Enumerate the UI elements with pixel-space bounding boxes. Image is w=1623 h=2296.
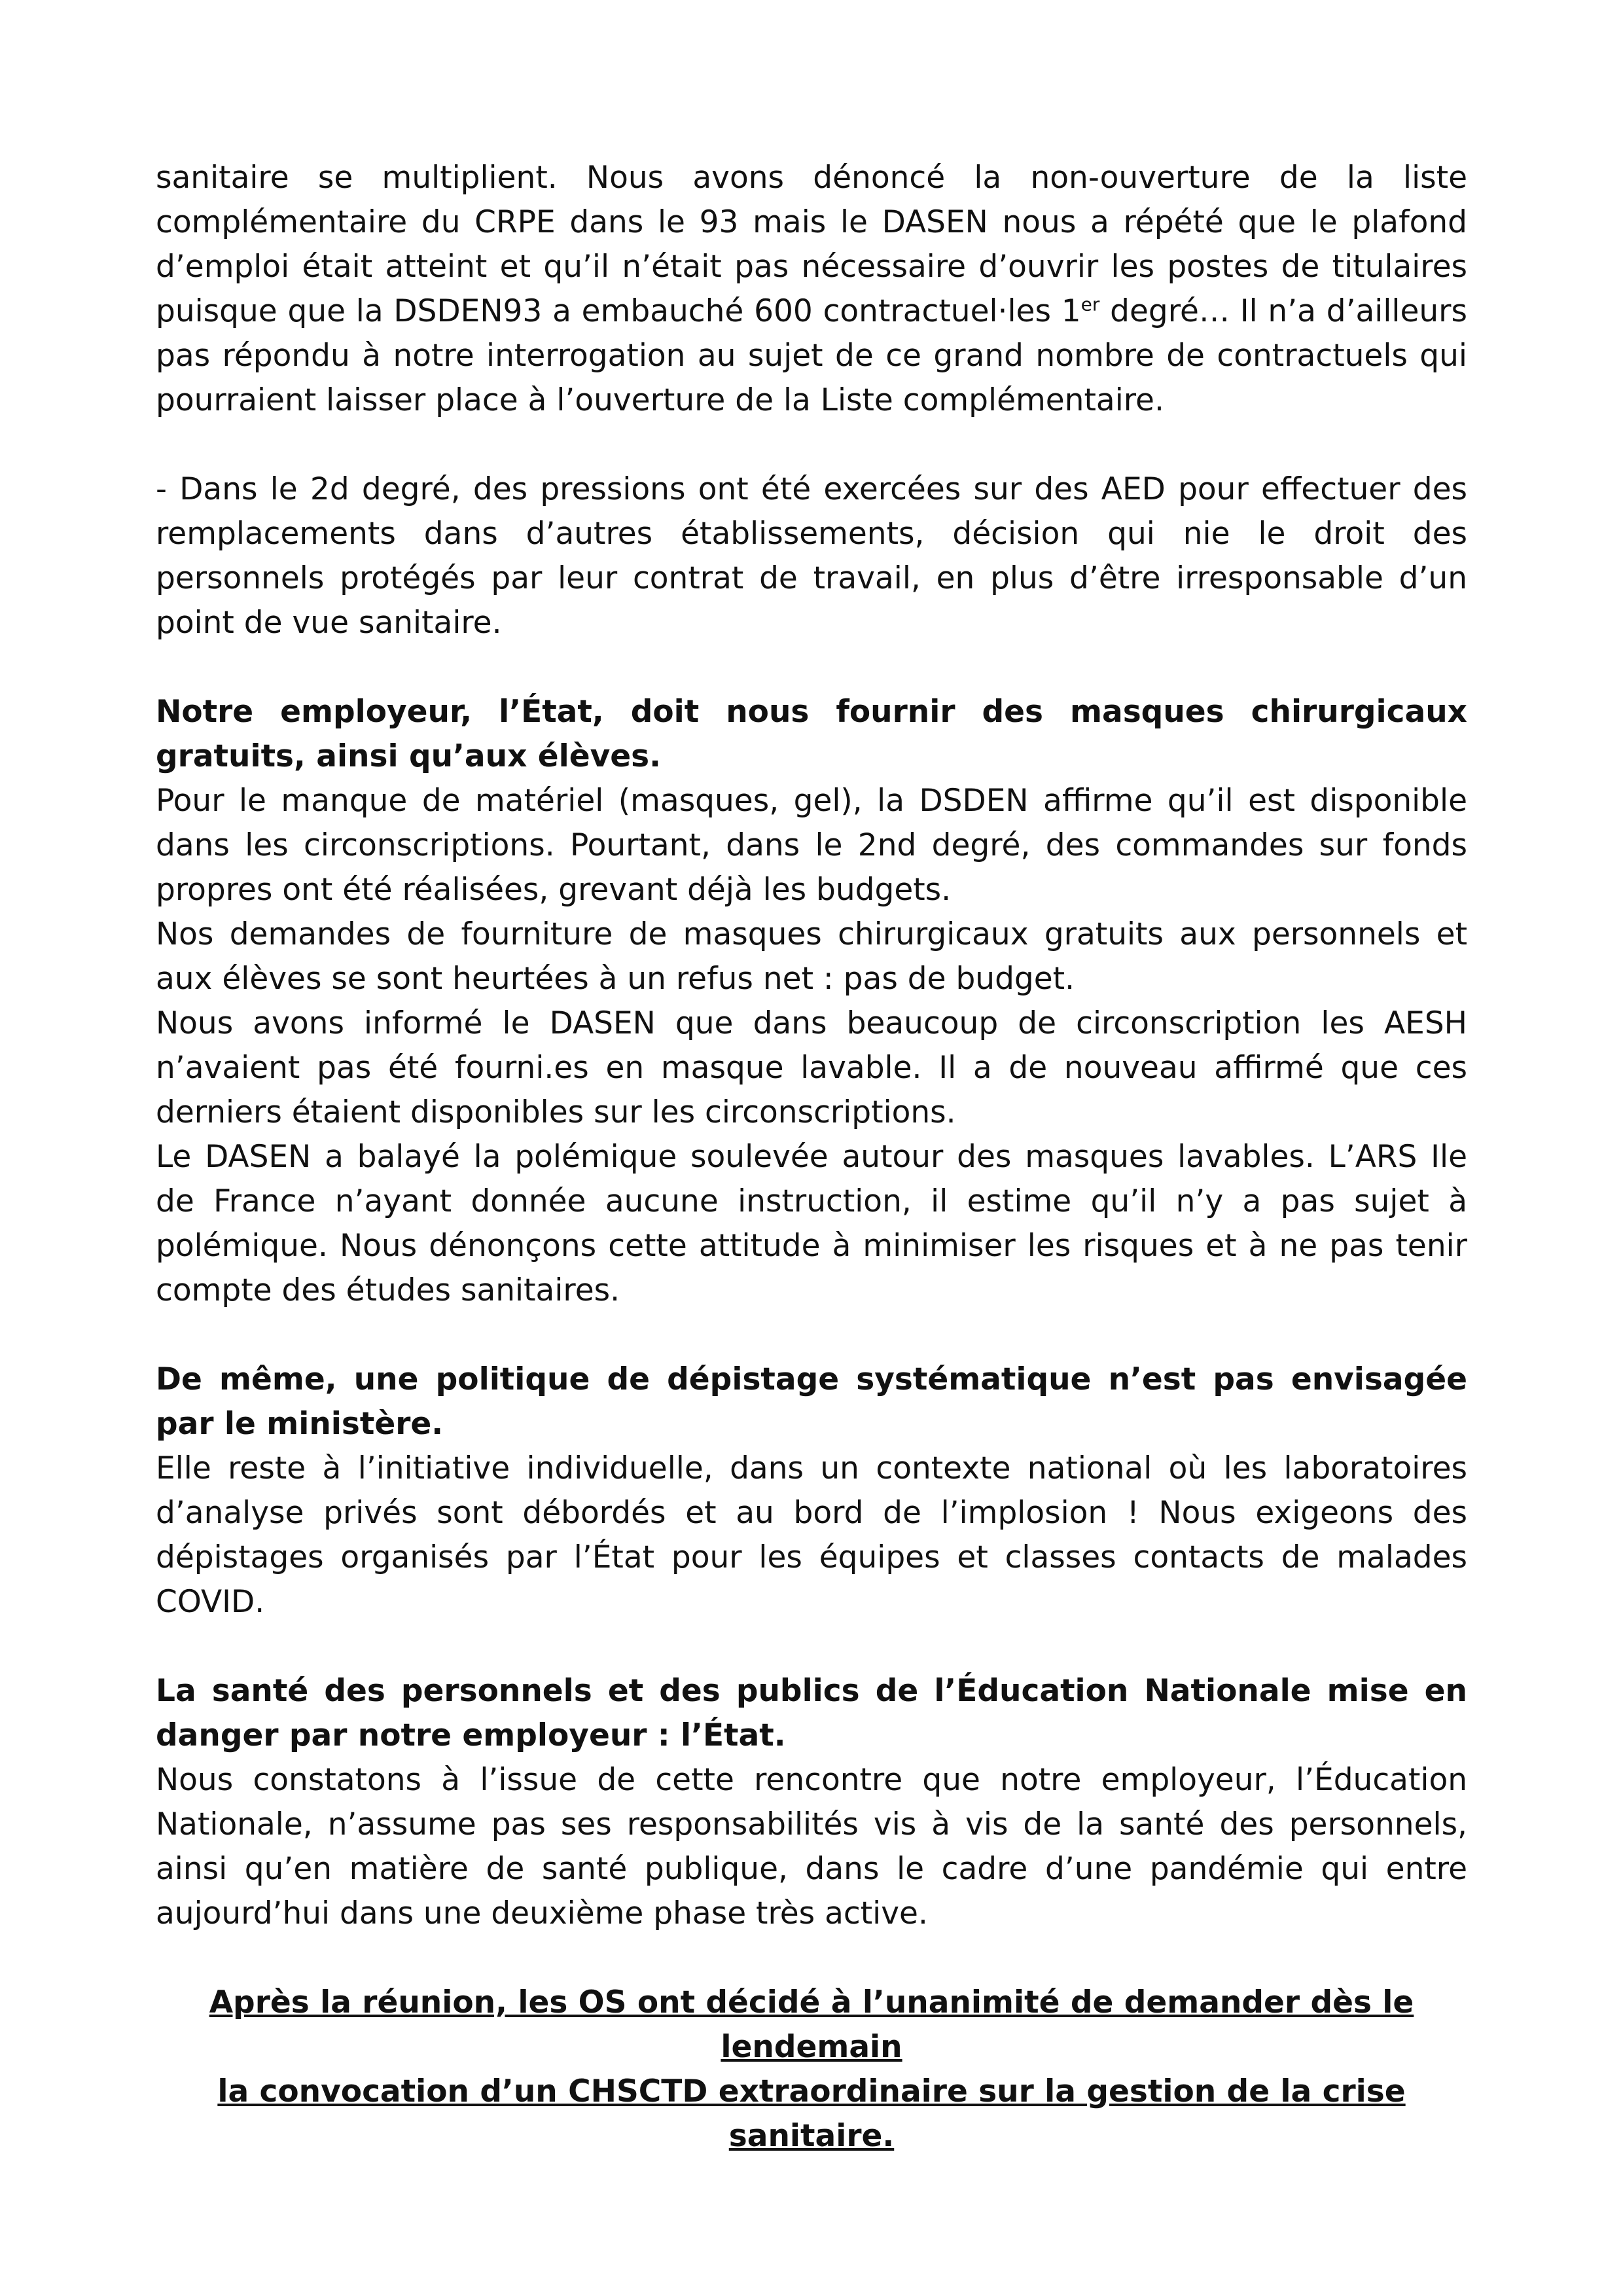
masks-paragraph: Le DASEN a balayé la polémique soulevée autour des masques lavables. L’ARS Ile de France n’ayant donnée aucune instruction, il estime qu’il n’y a pas sujet à polémique. Nous dénonçons cette attitude à minimiser les risques et à ne pas tenir compte des études sanitaires. xyxy=(156,1139,1467,1308)
conclusion-line: la convocation d’un CHSCTD extraordinaire sur la gestion de la crise sanitaire. xyxy=(217,2073,1406,2154)
paragraph-spacer xyxy=(156,423,1467,467)
masks-paragraph: Pour le manque de matériel (masques, gel), la DSDEN affirme qu’il est disponible dans les circonscriptions. Pourtant, dans le 2nd degré, des commandes sur fonds propres ont été réalisées, grevant déjà les budgets. xyxy=(156,783,1467,908)
second-degree-paragraph: - Dans le 2d degré, des pressions ont été exercées sur des AED pour effectuer des remplacements dans d’autres établissements, décision qui nie le droit des personnels protégés par leur contrat de travail, en plus d’être irresponsable d’un point de vue sanitaire. xyxy=(156,471,1467,641)
ordinal-superscript: er xyxy=(1080,293,1100,315)
screening-heading: De même, une politique de dépistage systématique n’est pas envisagée par le ministère. xyxy=(156,1361,1467,1442)
paragraph-spacer xyxy=(156,645,1467,690)
masks-paragraph: Nous avons informé le DASEN que dans beaucoup de circonscription les AESH n’avaient pas été fourni.es en masque lavable. Il a de nouveau affirmé que ces derniers étaient disponibles sur les circonscriptions. xyxy=(156,1005,1467,1130)
health-heading: La santé des personnels et des publics de l’Éducation Nationale mise en danger par notre employeur : l’État. xyxy=(156,1673,1467,1753)
health-paragraph: Nous constatons à l’issue de cette rencontre que notre employeur, l’Éducation Nationale, n’assume pas ses responsabilités vis à vis de la santé des personnels, ainsi qu’en matière de santé publique, dans le cadre d’une pandémie qui entre aujourd’hui dans une deuxième phase très active. xyxy=(156,1762,1467,1931)
conclusion-line: Après la réunion, les OS ont décidé à l’unanimité de demander dès le lendemain xyxy=(209,1984,1414,2065)
masks-paragraph: Nos demandes de fourniture de masques chirurgicaux gratuits aux personnels et aux élèves se sont heurtées à un refus net : pas de budget. xyxy=(156,916,1467,997)
screening-paragraph: Elle reste à l’initiative individuelle, dans un contexte national où les laboratoires d’analyse privés sont débordés et au bord de l’implosion ! Nous exigeons des dépistages organisés par l’État pour les équipes et classes contacts de malades COVID. xyxy=(156,1450,1467,1620)
intro-paragraph xyxy=(156,156,1467,423)
document-page xyxy=(156,156,1467,2159)
intro-text-part1: sanitaire se multiplient. Nous avons dénoncé la non-ouverture de la liste complémentaire du CRPE dans le 93 mais le DASEN nous a répété que le plafond d’emploi était atteint et qu’il n’était pas nécessaire d’ouvrir les postes de titulaires puisque que la DSDEN93 a embauché 600 contractuel·les 1 xyxy=(156,160,1467,329)
intro-text-part2: degré… Il n’a d’ailleurs pas répondu à notre interrogation au sujet de ce grand nombre de contractuels qui pourraient laisser place à l’ouverture de la Liste complémentaire. xyxy=(156,293,1467,418)
masks-heading: Notre employeur, l’État, doit nous fournir des masques chirurgicaux gratuits, ainsi qu’aux élèves. xyxy=(156,694,1467,774)
paragraph-spacer xyxy=(156,1624,1467,1669)
paragraph-spacer xyxy=(156,1313,1467,1357)
paragraph-spacer xyxy=(156,1936,1467,1981)
